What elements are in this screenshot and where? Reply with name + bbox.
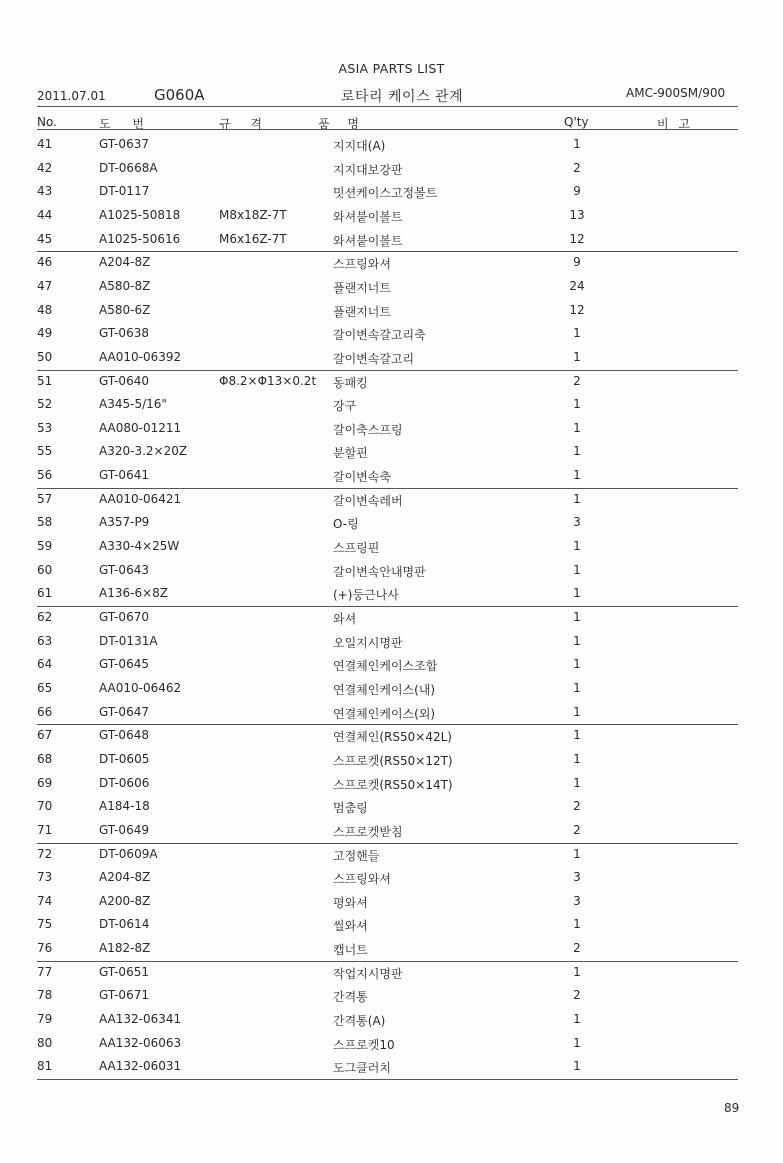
document-title: ASIA PARTS LIST xyxy=(338,61,445,76)
part-quantity: 1 xyxy=(573,137,581,151)
part-spec: Φ8.2×Φ13×0.2t xyxy=(219,373,317,388)
part-number: AA010-06421 xyxy=(99,491,182,506)
part-number: DT-0131A xyxy=(99,633,158,648)
part-name: 갈이축스프링 xyxy=(333,422,403,437)
part-number: A330-4×25W xyxy=(99,539,180,554)
row-number: 62 xyxy=(37,610,53,624)
table-row xyxy=(0,870,783,894)
document-date: 2011.07.01 xyxy=(37,89,106,103)
part-name: 갈이변속레버 xyxy=(333,493,403,508)
row-number: 72 xyxy=(37,846,53,861)
part-number: AA132-06031 xyxy=(99,1059,182,1074)
part-name: 간격통(A) xyxy=(333,1014,386,1029)
part-number: A204-8Z xyxy=(99,255,151,270)
part-number: AA010-06462 xyxy=(99,680,182,695)
part-quantity: 1 xyxy=(573,633,581,648)
row-number: 43 xyxy=(37,184,53,199)
part-quantity: 1 xyxy=(573,728,581,743)
assembly-subtitle: 로타리 케이스 관계 xyxy=(341,89,464,105)
part-number: A345-5/16" xyxy=(99,397,167,412)
group-divider xyxy=(37,1079,738,1080)
header-top-rule xyxy=(37,106,738,107)
part-quantity: 1 xyxy=(573,1012,581,1027)
part-quantity: 3 xyxy=(573,893,581,908)
part-name: 평와셔 xyxy=(333,895,368,910)
part-name: 스프로켓(RS50×14T) xyxy=(333,777,453,792)
part-quantity: 13 xyxy=(569,207,585,222)
part-quantity: 1 xyxy=(573,964,581,979)
row-number: 52 xyxy=(37,397,53,412)
part-number: GT-0641 xyxy=(99,468,149,483)
table-row xyxy=(0,847,783,871)
table-row xyxy=(0,988,783,1012)
part-number: GT-0671 xyxy=(99,988,149,1003)
part-quantity: 1 xyxy=(573,539,581,554)
table-row xyxy=(0,184,783,208)
row-number: 48 xyxy=(37,302,53,317)
part-quantity: 12 xyxy=(569,231,585,246)
row-number: 74 xyxy=(37,893,53,908)
row-number: 66 xyxy=(37,704,53,719)
part-name: 멈춤링 xyxy=(333,801,368,816)
table-row xyxy=(0,894,783,918)
row-number: 78 xyxy=(37,988,53,1003)
table-row xyxy=(0,917,783,941)
part-quantity: 2 xyxy=(573,373,581,388)
table-row xyxy=(0,208,783,232)
part-quantity: 9 xyxy=(573,255,581,270)
part-name: 스프링와셔 xyxy=(333,257,391,272)
row-number: 80 xyxy=(37,1035,53,1050)
group-divider xyxy=(37,606,738,607)
part-name: 지지대(A) xyxy=(333,139,386,153)
row-number: 41 xyxy=(37,137,53,151)
part-name: 갈이변속안내명판 xyxy=(333,564,426,579)
table-row xyxy=(0,137,783,161)
part-number: GT-0647 xyxy=(99,704,149,719)
column-header-remark: 비 고 xyxy=(657,117,690,131)
row-number: 47 xyxy=(37,278,53,293)
part-number: DT-0668A xyxy=(99,160,158,175)
part-number: GT-0645 xyxy=(99,657,149,672)
row-number: 45 xyxy=(37,231,53,246)
table-row xyxy=(0,563,783,587)
part-quantity: 1 xyxy=(573,326,581,341)
part-name: 스프로켓10 xyxy=(333,1037,395,1052)
part-quantity: 24 xyxy=(569,278,585,293)
part-name: 스프로켓(RS50×12T) xyxy=(333,753,453,768)
part-number: AA132-06341 xyxy=(99,1012,182,1027)
part-number: A182-8Z xyxy=(99,941,151,956)
part-quantity: 1 xyxy=(573,917,581,932)
row-number: 75 xyxy=(37,917,53,932)
row-number: 58 xyxy=(37,515,53,530)
part-name: 밋션케이스고정볼트 xyxy=(333,186,438,201)
row-number: 53 xyxy=(37,420,53,435)
column-header-qty: Q'ty xyxy=(564,115,589,129)
part-name: 강구 xyxy=(333,399,357,414)
group-divider xyxy=(37,724,738,725)
part-name: 와셔붙이볼트 xyxy=(333,209,403,224)
column-header-spec: 규 격 xyxy=(219,117,262,131)
table-row xyxy=(0,492,783,516)
part-quantity: 1 xyxy=(573,680,581,695)
group-divider xyxy=(37,370,738,371)
row-number: 59 xyxy=(37,539,53,554)
part-number: A1025-50818 xyxy=(99,207,181,222)
part-quantity: 1 xyxy=(573,468,581,483)
part-number: DT-0614 xyxy=(99,917,150,932)
part-quantity: 3 xyxy=(573,515,581,530)
part-number: AA080-01211 xyxy=(99,420,182,435)
part-number: GT-0651 xyxy=(99,964,149,979)
table-row xyxy=(0,681,783,705)
table-row xyxy=(0,728,783,752)
part-name: 동패킹 xyxy=(333,375,368,390)
part-name: 연결체인케이스(내) xyxy=(333,682,436,697)
part-quantity: 1 xyxy=(573,444,581,459)
part-quantity: 1 xyxy=(573,751,581,766)
part-quantity: 1 xyxy=(573,775,581,790)
part-name: 분할핀 xyxy=(333,446,368,461)
part-number: GT-0649 xyxy=(99,822,149,837)
part-name: 플랜지너트 xyxy=(333,304,391,319)
row-number: 61 xyxy=(37,586,53,601)
part-name: 고정핸들 xyxy=(333,848,380,863)
table-row xyxy=(0,1012,783,1036)
row-number: 68 xyxy=(37,751,53,766)
row-number: 55 xyxy=(37,444,53,459)
part-name: 플랜지너트 xyxy=(333,280,391,295)
row-number: 63 xyxy=(37,633,53,648)
part-quantity: 2 xyxy=(573,988,581,1003)
row-number: 50 xyxy=(37,349,53,364)
table-row xyxy=(0,374,783,398)
part-quantity: 1 xyxy=(573,586,581,601)
part-quantity: 9 xyxy=(573,184,581,199)
column-header-name: 품 명 xyxy=(318,117,359,131)
row-number: 70 xyxy=(37,799,53,814)
part-number: GT-0637 xyxy=(99,137,149,151)
table-row xyxy=(0,326,783,350)
table-row xyxy=(0,610,783,634)
model-name: AMC-900SM/900 xyxy=(626,86,726,100)
part-name: 도그클러치 xyxy=(333,1061,391,1076)
row-number: 51 xyxy=(37,373,53,388)
part-name: 갈이변속갈고리축 xyxy=(333,328,426,343)
part-number: A136-6×8Z xyxy=(99,586,168,601)
part-quantity: 2 xyxy=(573,160,581,175)
part-quantity: 1 xyxy=(573,562,581,577)
row-number: 73 xyxy=(37,870,53,885)
part-name: 지지대보강판 xyxy=(333,162,403,177)
part-number: GT-0643 xyxy=(99,562,149,577)
table-row xyxy=(0,255,783,279)
row-number: 42 xyxy=(37,160,53,175)
row-number: 44 xyxy=(37,207,53,222)
part-number: A357-P9 xyxy=(99,515,150,530)
part-number: A320-3.2×20Z xyxy=(99,444,188,459)
row-number: 81 xyxy=(37,1059,53,1074)
part-number: A1025-50616 xyxy=(99,231,181,246)
part-quantity: 1 xyxy=(573,704,581,719)
part-number: A184-18 xyxy=(99,799,150,814)
part-number: GT-0640 xyxy=(99,373,149,388)
part-name: 간격통 xyxy=(333,990,368,1005)
part-name: 갈이변속갈고리 xyxy=(333,351,415,366)
table-row xyxy=(0,634,783,658)
group-divider xyxy=(37,961,738,962)
part-quantity: 1 xyxy=(573,1059,581,1074)
group-divider xyxy=(37,488,738,489)
row-number: 60 xyxy=(37,562,53,577)
table-row xyxy=(0,1036,783,1060)
column-header-part: 도 번 xyxy=(99,117,144,131)
part-quantity: 1 xyxy=(573,846,581,861)
part-number: DT-0609A xyxy=(99,846,158,861)
part-number: AA132-06063 xyxy=(99,1035,182,1050)
row-number: 57 xyxy=(37,491,53,506)
part-quantity: 1 xyxy=(573,491,581,506)
part-number: A200-8Z xyxy=(99,893,151,908)
part-name: 스프로켓받침 xyxy=(333,824,403,839)
part-name: 와셔 xyxy=(333,612,357,626)
table-row xyxy=(0,539,783,563)
part-name: 갈이변속축 xyxy=(333,470,391,485)
part-name: 연결체인(RS50×42L) xyxy=(333,730,452,745)
group-divider xyxy=(37,843,738,844)
row-number: 76 xyxy=(37,941,53,956)
part-quantity: 2 xyxy=(573,799,581,814)
part-name: 와셔붙이볼트 xyxy=(333,233,403,248)
row-number: 69 xyxy=(37,775,53,790)
table-row xyxy=(0,279,783,303)
part-quantity: 2 xyxy=(573,822,581,837)
part-spec: M6x16Z-7T xyxy=(219,231,287,246)
part-name: 스프링핀 xyxy=(333,541,380,556)
page-number: 89 xyxy=(724,1101,740,1115)
part-name: 캡너트 xyxy=(333,943,368,958)
row-number: 67 xyxy=(37,728,53,743)
table-row xyxy=(0,752,783,776)
row-number: 46 xyxy=(37,255,53,270)
part-number: GT-0670 xyxy=(99,610,149,624)
part-number: A580-8Z xyxy=(99,278,151,293)
part-name: 작업지시명판 xyxy=(333,966,403,981)
row-number: 77 xyxy=(37,964,53,979)
part-quantity: 1 xyxy=(573,420,581,435)
part-name: 스프링와셔 xyxy=(333,872,391,887)
part-number: AA010-06392 xyxy=(99,349,182,364)
row-number: 65 xyxy=(37,680,53,695)
part-name: O-링 xyxy=(333,517,359,532)
part-number: DT-0605 xyxy=(99,751,150,766)
header-bottom-rule xyxy=(37,129,738,130)
part-spec: M8x18Z-7T xyxy=(219,207,287,222)
part-name: 오일지시명판 xyxy=(333,635,403,650)
part-number: DT-0117 xyxy=(99,184,150,199)
part-quantity: 1 xyxy=(573,397,581,412)
row-number: 56 xyxy=(37,468,53,483)
row-number: 71 xyxy=(37,822,53,837)
part-quantity: 2 xyxy=(573,941,581,956)
table-row xyxy=(0,397,783,421)
part-quantity: 1 xyxy=(573,1035,581,1050)
table-row xyxy=(0,776,783,800)
part-number: A204-8Z xyxy=(99,870,151,885)
part-name: 연결체인케이스조합 xyxy=(333,659,438,674)
table-row xyxy=(0,421,783,445)
part-quantity: 1 xyxy=(573,657,581,672)
row-number: 79 xyxy=(37,1012,53,1027)
row-number: 64 xyxy=(37,657,53,672)
group-divider xyxy=(37,251,738,252)
table-row xyxy=(0,515,783,539)
part-number: A580-6Z xyxy=(99,302,151,317)
column-header-no: No. xyxy=(37,115,57,129)
part-quantity: 12 xyxy=(569,302,585,317)
part-number: GT-0638 xyxy=(99,326,149,341)
assembly-code: G060A xyxy=(154,86,205,104)
part-number: DT-0606 xyxy=(99,775,150,790)
part-number: GT-0648 xyxy=(99,728,149,743)
table-row xyxy=(0,303,783,327)
part-name: (+)둥근나사 xyxy=(333,588,399,603)
row-number: 49 xyxy=(37,326,53,341)
table-row xyxy=(0,657,783,681)
table-row xyxy=(0,799,783,823)
part-quantity: 1 xyxy=(573,610,581,624)
part-quantity: 1 xyxy=(573,349,581,364)
table-row xyxy=(0,161,783,185)
part-quantity: 3 xyxy=(573,870,581,885)
part-name: 씰와셔 xyxy=(333,919,368,934)
table-row xyxy=(0,965,783,989)
part-name: 연결체인케이스(외) xyxy=(333,706,436,721)
table-row xyxy=(0,444,783,468)
